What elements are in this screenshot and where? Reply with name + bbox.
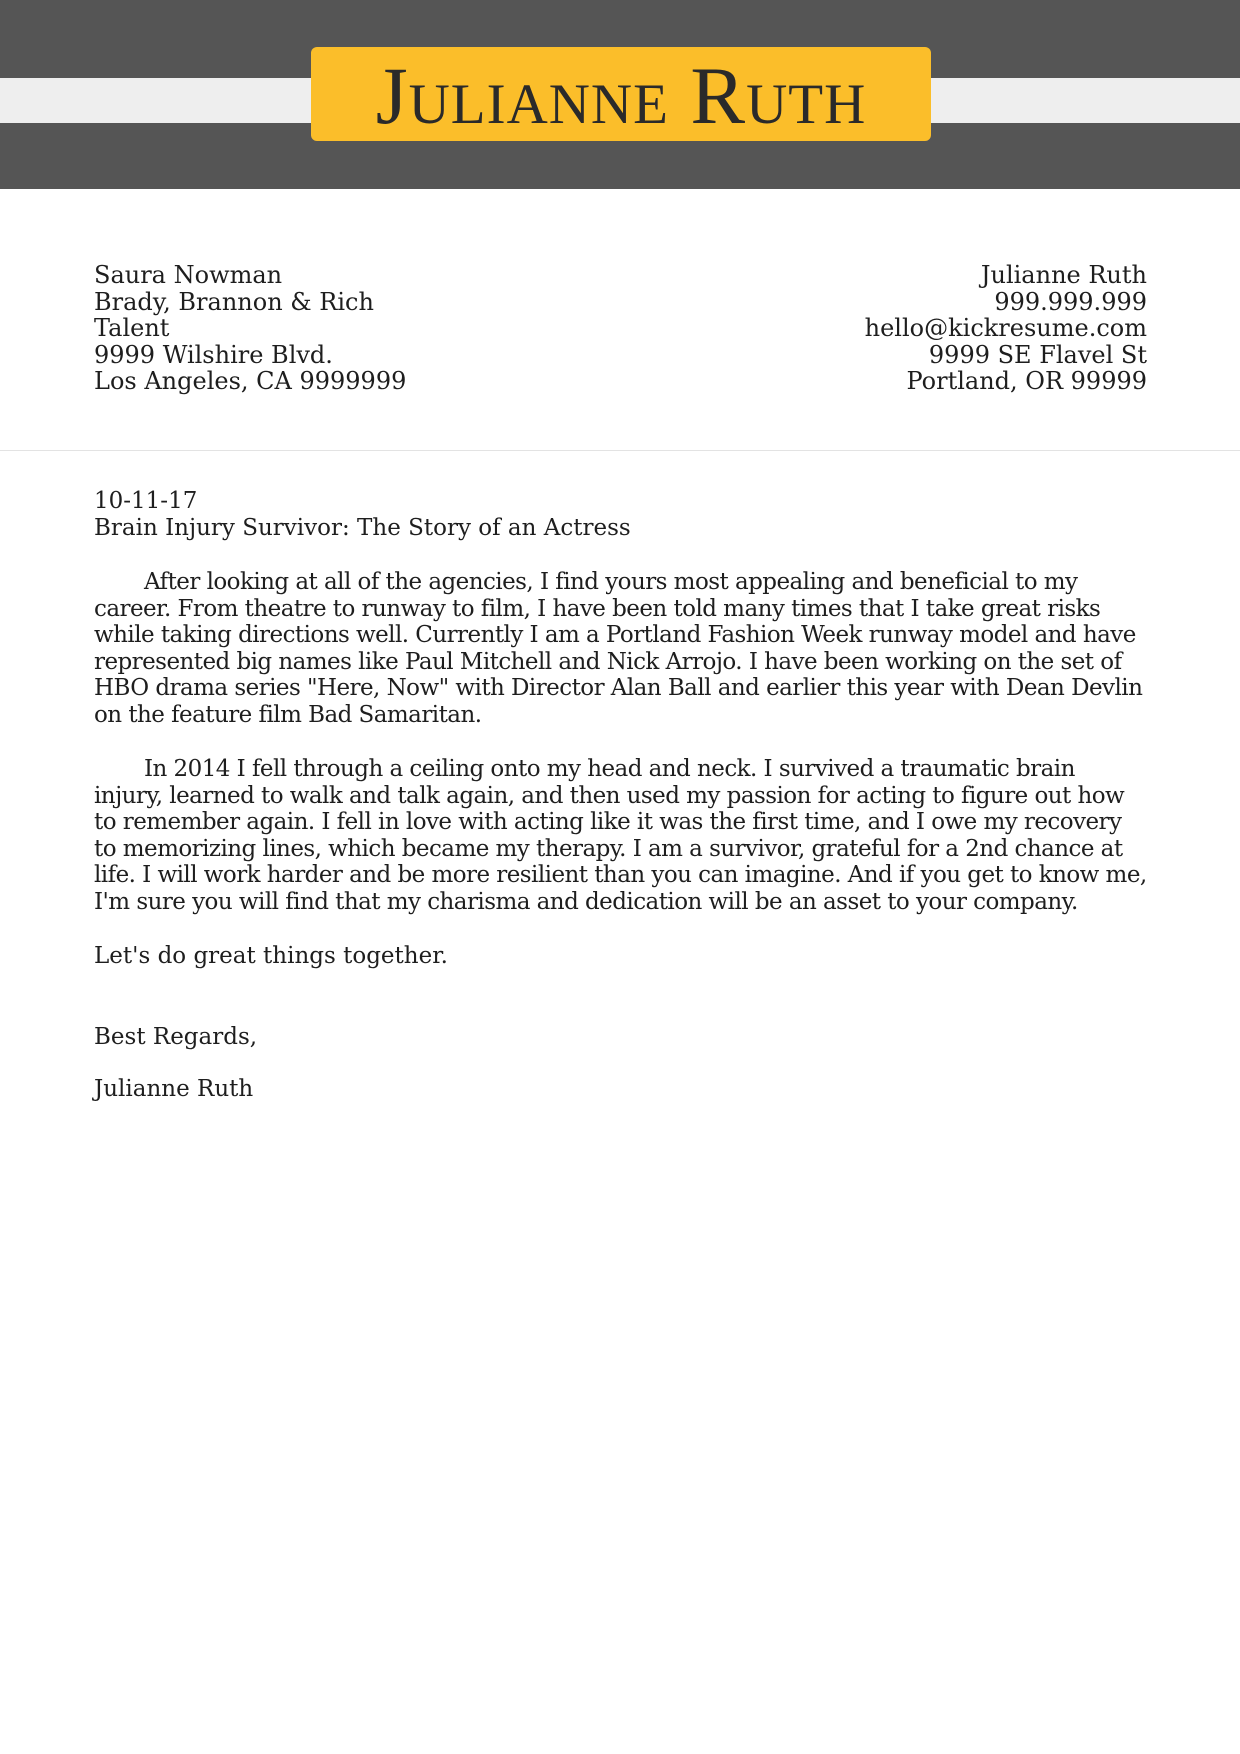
sender-street: 9999 SE Flavel St — [928, 340, 1147, 369]
sender-contact — [687, 262, 1147, 395]
recipient-company: Brady, Brannon & Rich — [94, 287, 374, 316]
recipient-city: Los Angeles, CA 9999999 — [94, 367, 407, 395]
signature: Julianne Ruth — [94, 1076, 254, 1102]
paragraph-1: After looking at all of the agencies, I find yours most appealing and beneficial to my career. From theatre to runway to film, I have been told many times that I take great risks while taking directions well. Currently I am a Portland Fashion Week runway model and have represented big names like Paul Mitchell and Nick Arrojo. I have been working on the set of HBO drama series "Here, Now" with Director Alan Ball and earlier this year with Dean Devlin on the feature film Bad Samaritan. — [94, 569, 1143, 728]
sender-email: hello@kickresume.com — [864, 314, 1147, 342]
paragraph-2: In 2014 I fell through a ceiling onto my head and neck. I survived a traumatic brain injury, learned to walk and talk again, and then used my passion for acting to figure out how to remember again. I fell in love with acting like it was the first time, and I owe my recovery to memorizing lines, which became my therapy. I am a survivor, grateful for a 2nd chance at life. I will work harder and be more resilient than you can imagine. And if you get to know me, I'm sure you will find that my charisma and dedication will be an asset to your company. — [94, 756, 1147, 915]
regards: Best Regards, — [94, 1023, 258, 1050]
sender-city: Portland, OR 99999 — [906, 367, 1147, 395]
header-band — [0, 0, 1240, 189]
closing-line: Let's do great things together. — [94, 943, 448, 969]
recipient-company-cont: Talent — [94, 314, 170, 342]
recipient-name: Saura Nowman — [94, 261, 283, 289]
recipient-address — [94, 262, 534, 395]
applicant-name: Julianne Ruth — [375, 50, 867, 141]
sender-name: Julianne Ruth — [980, 261, 1147, 289]
letter-subject: Brain Injury Survivor: The Story of an Actress — [94, 514, 631, 541]
sender-phone: 999.999.999 — [994, 287, 1147, 316]
letter-body — [94, 488, 1150, 1103]
name-banner — [311, 47, 931, 141]
recipient-street: 9999 Wilshire Blvd. — [94, 340, 333, 369]
letter-date: 10-11-17 — [94, 488, 198, 514]
section-divider — [0, 450, 1240, 451]
